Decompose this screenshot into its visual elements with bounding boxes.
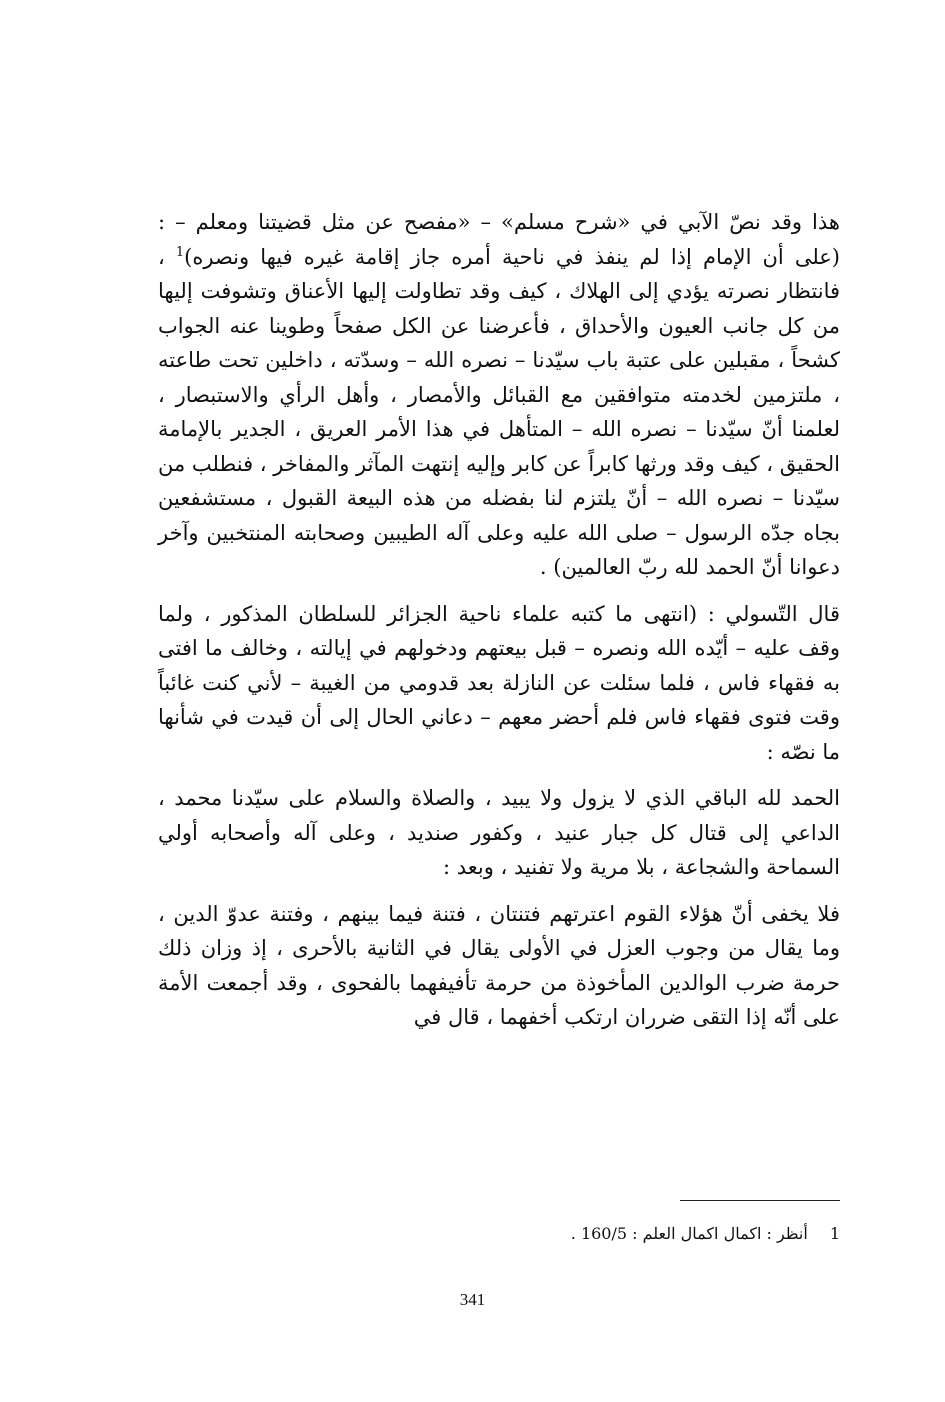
- page-body: [158, 205, 840, 1035]
- paragraph-3: الحمد لله الباقي الذي لا يزول ولا يبيد ، والصلاة والسلام على سيّدنا محمد ، الداعي إلى قتال كل جبار عنيد ، وكفور صنديد ، وعلى آله وأصحابه أولي السماحة والشجاعة ، بلا مرية ولا تفنيد ، وبعد :: [158, 786, 840, 879]
- footnote-reference[interactable]: 1: [175, 244, 185, 260]
- footnote-text: أنظر : اكمال اكمال العلم : 160/5 .: [570, 1224, 808, 1243]
- footnote: [440, 1222, 840, 1246]
- paragraph-1: [158, 205, 840, 585]
- paragraph-2: قال التّسولي : (انتهى ما كتبه علماء ناحية الجزائر للسلطان المذكور ، ولما وقف عليه – أيّده الله ونصره – قبل بيعتهم ودخولهم في إيالته ، وخالف ما افتى به فقهاء فاس ، فلما سئلت عن النازلة بعد قدومي من الغيبة – لأني كنت غائباً وقت فتوى فقهاء فاس فلم أحضر معهم – دعاني الحال إلى أن قيدت في شأنها ما نصّه :: [158, 601, 840, 764]
- page-number: 341: [459, 1290, 486, 1309]
- paragraph-4: فلا يخفى أنّ هؤلاء القوم اعترتهم فتنتان ، فتنة فيما بينهم ، وفتنة عدوّ الدين ، وما يقال من وجوب العزل في الأولى يقال في الثانية بالأحرى ، إذ وزان ذلك حرمة ضرب الوالدين المأخوذة من حرمة تأفيفهما بالفحوى ، وقد أجمعت الأمة على أنّه إذا التقى ضرران ارتكب أخفهما ، قال في: [158, 901, 840, 1029]
- footnote-number: 1: [829, 1224, 840, 1243]
- paragraph-1-text: هذا وقد نصّ الآبي في «شرح مسلم» – «مفصح عن مثل قضيتنا ومعلم – : (على أن الإمام إذا لم ينفذ في ناحية أمره جاز إقامة غيره فيها ونصره): [158, 210, 840, 269]
- footnote-divider: [680, 1200, 840, 1201]
- paragraph-1-continuation: ، فانتظار نصرته يؤدي إلى الهلاك ، كيف وقد تطاولت إليها الأعناق وتشوفت إليها من كل جانب العيون والأحداق ، فأعرضنا عن الكل صفحاً وطوينا عنه الجواب كشحاً ، مقبلين على عتبة باب سيّدنا – نصره الله – وسدّته ، داخلين تحت طاعته ، ملتزمين لخدمته متوافقين مع القبائل والأمصار ، وأهل الرأي والاستبصار ، لعلمنا أنّ سيّدنا – نصره الله – المتأهل في هذا الأمر العريق ، الجدير بالإمامة الحقيق ، كيف وقد ورثها كابراً عن كابر وإليه إنتهت المآثر والمفاخر ، فنطلب من سيّدنا – نصره الله – أنّ يلتزم لنا بفضله من هذه البيعة القبول ، مستشفعين بجاه جدّه الرسول – صلى الله عليه وعلى آله الطيبين وصحابته المنتخبين وآخر دعوانا أنّ الحمد لله ربّ العالمين) .: [158, 244, 840, 579]
